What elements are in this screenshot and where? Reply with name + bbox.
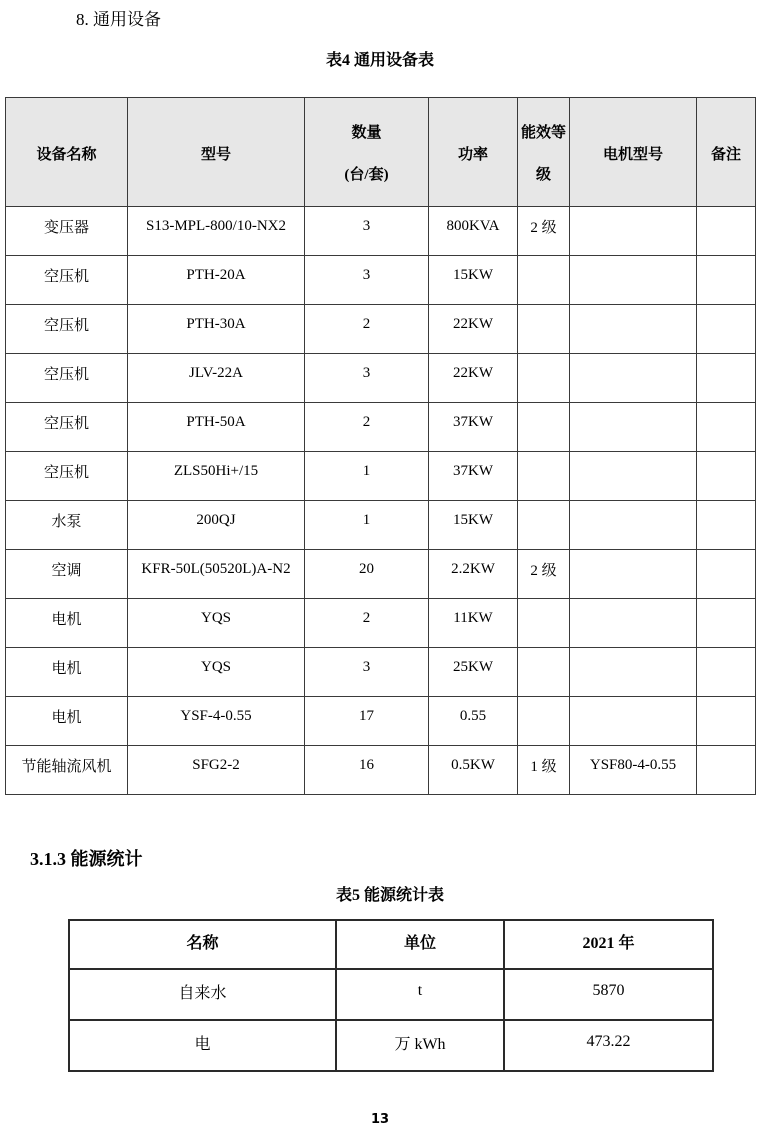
table-cell	[518, 305, 570, 354]
table-cell	[570, 697, 697, 746]
table-cell: PTH-50A	[128, 403, 305, 452]
table-cell: 37KW	[429, 403, 518, 452]
table-cell	[570, 207, 697, 256]
table-cell: 电机	[6, 599, 128, 648]
table-cell: ZLS50Hi+/15	[128, 452, 305, 501]
table-cell: 变压器	[6, 207, 128, 256]
table-cell: 空调	[6, 550, 128, 599]
table-cell	[697, 648, 756, 697]
table-cell: 0.5KW	[429, 746, 518, 795]
table-row	[6, 648, 756, 697]
table-cell	[570, 305, 697, 354]
table-cell	[570, 550, 697, 599]
table-cell	[570, 599, 697, 648]
table-cell: 空压机	[6, 354, 128, 403]
table-cell: PTH-20A	[128, 256, 305, 305]
table-cell	[518, 452, 570, 501]
table-cell: 15KW	[429, 256, 518, 305]
table-cell	[697, 354, 756, 403]
table5-header-row	[69, 920, 713, 969]
table-cell	[697, 599, 756, 648]
table4-header-row	[6, 98, 756, 207]
table-row	[6, 501, 756, 550]
table-cell	[697, 746, 756, 795]
col-header-quantity	[305, 98, 429, 207]
table-cell	[518, 354, 570, 403]
section-heading: 8. 通用设备	[76, 10, 161, 29]
subsection-heading: 3.1.3 能源统计	[30, 849, 143, 869]
table-cell: 2	[305, 305, 429, 354]
table-cell: 1	[305, 501, 429, 550]
table-cell	[697, 697, 756, 746]
col-header-year-2021: 2021 年	[504, 920, 713, 969]
table-row	[6, 354, 756, 403]
table-cell: 37KW	[429, 452, 518, 501]
col-header-remarks: 备注	[697, 98, 756, 207]
table-cell: 3	[305, 354, 429, 403]
table-cell	[518, 501, 570, 550]
table-cell	[697, 403, 756, 452]
table-cell: 3	[305, 648, 429, 697]
table-row	[6, 305, 756, 354]
table-cell	[697, 550, 756, 599]
table-cell: 3	[305, 207, 429, 256]
general-equipment-table	[5, 97, 756, 795]
table-cell: 1	[305, 452, 429, 501]
table-cell: 2.2KW	[429, 550, 518, 599]
table-row	[6, 599, 756, 648]
table-cell: YSF80-4-0.55	[570, 746, 697, 795]
table-cell: 空压机	[6, 256, 128, 305]
table-cell: 16	[305, 746, 429, 795]
table-cell: 2	[305, 403, 429, 452]
table-cell: 11KW	[429, 599, 518, 648]
table-row	[6, 452, 756, 501]
table-cell: 15KW	[429, 501, 518, 550]
col-header-quantity-line1: 数量	[351, 124, 382, 141]
table-row	[6, 550, 756, 599]
energy-statistics-table	[68, 919, 714, 1072]
table-cell: 473.22	[504, 1020, 713, 1071]
table-row	[6, 403, 756, 452]
table-row	[6, 746, 756, 795]
table-cell	[570, 403, 697, 452]
table-cell: YQS	[128, 648, 305, 697]
table-row	[6, 207, 756, 256]
table-cell	[697, 305, 756, 354]
table-cell: PTH-30A	[128, 305, 305, 354]
table-cell: S13-MPL-800/10-NX2	[128, 207, 305, 256]
col-header-motor-model: 电机型号	[570, 98, 697, 207]
table-cell: 800KVA	[429, 207, 518, 256]
col-header-energy-efficiency	[518, 98, 570, 207]
table-row	[6, 256, 756, 305]
table-cell: 3	[305, 256, 429, 305]
table-cell: 空压机	[6, 305, 128, 354]
table-cell: JLV-22A	[128, 354, 305, 403]
col-header-energy-efficiency-line2: 级	[535, 166, 551, 183]
table-cell: SFG2-2	[128, 746, 305, 795]
col-header-energy-efficiency-line1: 能效等	[520, 124, 566, 141]
table-row	[69, 1020, 713, 1071]
table-row	[6, 697, 756, 746]
table-cell: 电机	[6, 648, 128, 697]
table-cell: YSF-4-0.55	[128, 697, 305, 746]
table5-body	[69, 969, 713, 1071]
col-header-unit: 单位	[336, 920, 504, 969]
table-cell	[570, 648, 697, 697]
table-cell	[697, 207, 756, 256]
table-cell: 空压机	[6, 403, 128, 452]
table-cell	[570, 501, 697, 550]
table-cell	[570, 452, 697, 501]
table-cell: 2 级	[518, 207, 570, 256]
table-cell: 0.55	[429, 697, 518, 746]
table-cell: 200QJ	[128, 501, 305, 550]
table-cell: 电机	[6, 697, 128, 746]
table-cell: 万 kWh	[336, 1020, 504, 1071]
table-cell: 电	[69, 1020, 336, 1071]
col-header-quantity-line2: (台/套)	[344, 166, 389, 183]
table-cell: 自来水	[69, 969, 336, 1020]
table-cell: 空压机	[6, 452, 128, 501]
table-cell	[697, 452, 756, 501]
table-cell	[697, 256, 756, 305]
table-cell: 节能轴流风机	[6, 746, 128, 795]
page-number: 13	[370, 1112, 390, 1127]
col-header-name: 名称	[69, 920, 336, 969]
table-cell: 2	[305, 599, 429, 648]
table-cell: 1 级	[518, 746, 570, 795]
table-cell: YQS	[128, 599, 305, 648]
table-cell: 25KW	[429, 648, 518, 697]
col-header-device-name: 设备名称	[6, 98, 128, 207]
table-cell: 5870	[504, 969, 713, 1020]
table-cell	[570, 354, 697, 403]
table-cell: 20	[305, 550, 429, 599]
col-header-model: 型号	[128, 98, 305, 207]
table-cell	[697, 501, 756, 550]
table-cell: 22KW	[429, 305, 518, 354]
table-cell	[518, 648, 570, 697]
table-cell	[570, 256, 697, 305]
table-cell: 2 级	[518, 550, 570, 599]
table-row	[69, 969, 713, 1020]
table4-title: 表4 通用设备表	[325, 52, 434, 69]
table-cell	[518, 256, 570, 305]
table-cell	[518, 697, 570, 746]
table-cell	[518, 403, 570, 452]
col-header-power: 功率	[429, 98, 518, 207]
table-cell: 17	[305, 697, 429, 746]
table-cell: 22KW	[429, 354, 518, 403]
table5-title: 表5 能源统计表	[335, 887, 444, 904]
table-cell: t	[336, 969, 504, 1020]
table4-body	[6, 207, 756, 795]
table-cell: 水泵	[6, 501, 128, 550]
table-cell	[518, 599, 570, 648]
table-cell: KFR-50L(50520L)A-N2	[128, 550, 305, 599]
